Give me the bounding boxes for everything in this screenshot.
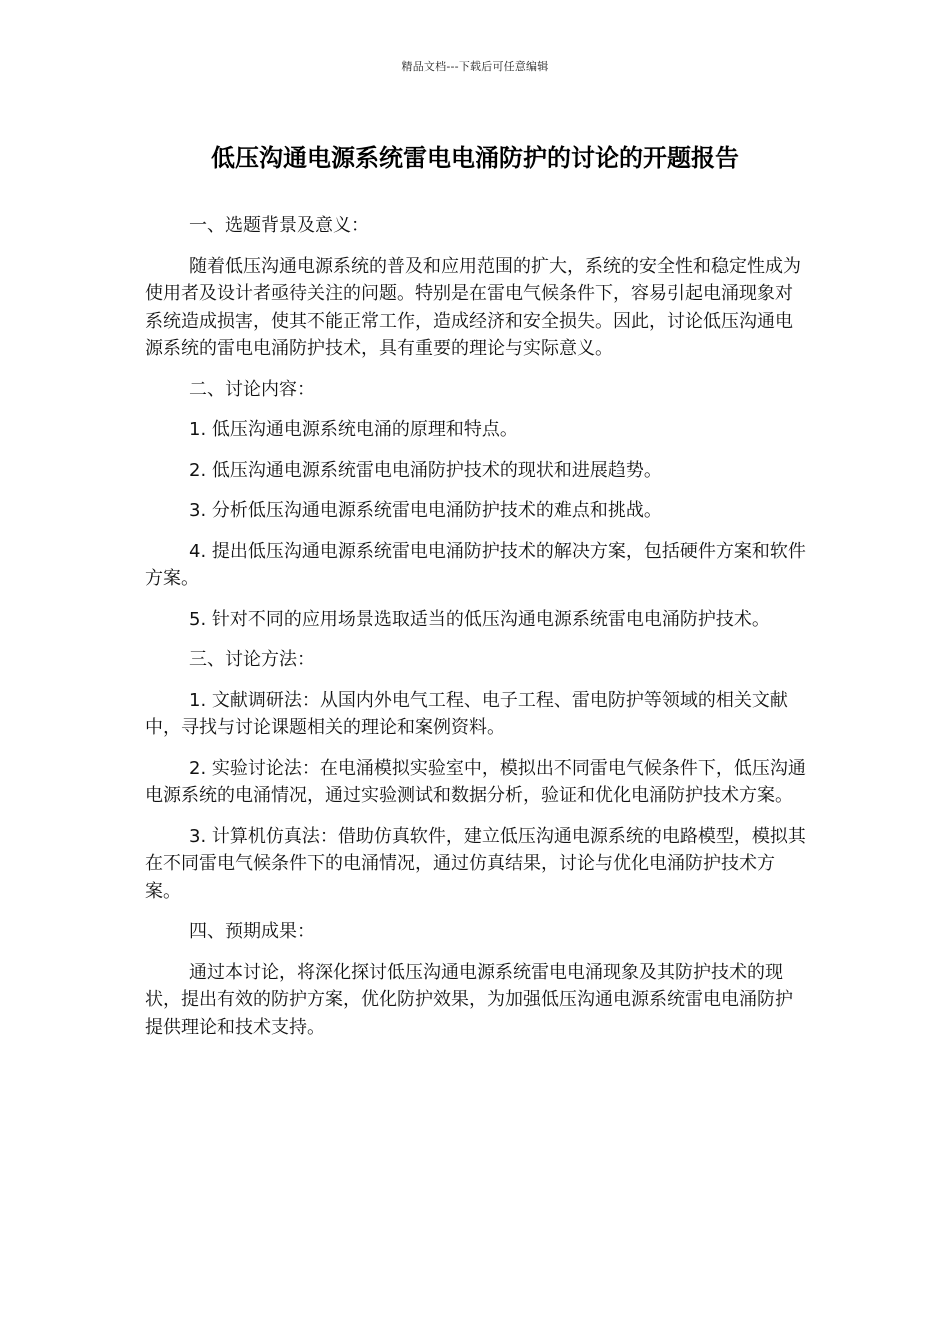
paragraph-outcomes: 通过本讨论，将深化探讨低压沟通电源系统雷电电涌现象及其防护技术的现状，提出有效的防护方案，优化防护效果，为加强低压沟通电源系统雷电电涌防护提供理论和技术支持。 [145, 961, 793, 1038]
list-item-content-3: 3. 分析低压沟通电源系统雷电电涌防护技术的难点和挑战。 [189, 500, 662, 521]
list-item-method-2: 2. 实验讨论法：在电涌模拟实验室中，模拟出不同雷电气候条件下，低压沟通电源系统的电涌情况，通过实验测试和数据分析，验证和优化电涌防护技术方案。 [145, 757, 806, 806]
page-header-note: 精品文档---下载后可任意编辑 [401, 60, 549, 73]
section-heading-content: 二、讨论内容： [189, 378, 315, 400]
list-item-method-3: 3. 计算机仿真法：借助仿真软件，建立低压沟通电源系统的电路模型，模拟其在不同雷电气候条件下的电涌情况，通过仿真结果，讨论与优化电涌防护技术方案。 [145, 825, 806, 902]
document-body [145, 212, 809, 1054]
list-item-content-4: 4. 提出低压沟通电源系统雷电电涌防护技术的解决方案，包括硬件方案和软件方案。 [145, 540, 806, 589]
section-heading-methods: 三、讨论方法： [189, 649, 315, 670]
paragraph-background: 随着低压沟通电源系统的普及和应用范围的扩大，系统的安全性和稳定性成为使用者及设计者亟待关注的问题。特别是在雷电气候条件下，容易引起电涌现象对系统造成损害，使其不能正常工作，造成经济和安全损失。因此，讨论低压沟通电源系统的雷电电涌防护技术，具有重要的理论与实际意义。 [145, 255, 801, 359]
list-item-content-5: 5. 针对不同的应用场景选取适当的低压沟通电源系统雷电电涌防护技术。 [189, 608, 770, 630]
list-item-content-2: 2. 低压沟通电源系统雷电电涌防护技术的现状和进展趋势。 [189, 459, 662, 481]
list-item-content-1: 1. 低压沟通电源系统电涌的原理和特点。 [189, 419, 518, 440]
document-title: 低压沟通电源系统雷电电涌防护的讨论的开题报告 [211, 144, 739, 172]
section-heading-background: 一、选题背景及意义： [189, 215, 369, 236]
list-item-method-1: 1. 文献调研法：从国内外电气工程、电子工程、雷电防护等领域的相关文献中，寻找与讨论课题相关的理论和案例资料。 [145, 689, 788, 738]
section-heading-outcomes: 四、预期成果： [189, 921, 315, 942]
